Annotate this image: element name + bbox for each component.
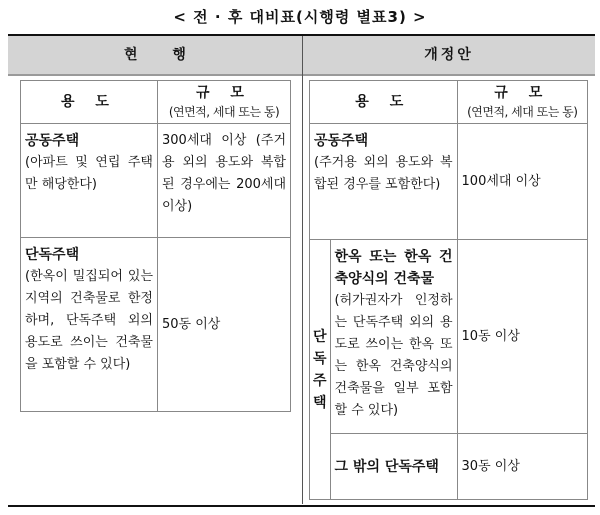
use-note: (허가권자가 인정하는 단독주택 외의 용도로 쓰이는 한옥 또는 한옥 건축양식의 건축물을 일부 포함할 수 있다) [334, 293, 453, 418]
header-scale [457, 81, 587, 124]
use-title: 공동주택 [314, 133, 369, 149]
table-row [310, 434, 588, 500]
use-cell [330, 240, 457, 434]
group-label-char: 독 [313, 350, 327, 367]
bottom-rule [8, 505, 595, 507]
scale-cell: 300세대 이상 (주거용 외의 용도와 복합된 경우에는 200세대 이상) [158, 124, 291, 238]
use-cell: 그 밖의 단독주택 [330, 434, 457, 500]
table-row [310, 240, 588, 434]
use-cell [310, 124, 458, 240]
table-row [21, 238, 291, 412]
table-header-row [21, 81, 291, 124]
revised-table [309, 80, 588, 500]
scale-cell: 50동 이상 [158, 238, 291, 412]
use-cell [21, 124, 158, 238]
current-column-header: 현 행 [124, 47, 186, 63]
header-use: 용 도 [310, 81, 458, 124]
scale-cell: 30동 이상 [457, 434, 587, 500]
current-table [20, 80, 291, 412]
table-header-row [310, 81, 588, 124]
group-label-char: 주 [313, 372, 327, 389]
header-scale-title: 규 모 [196, 85, 252, 101]
header-scale-note: (연면적, 세대 또는 동) [467, 105, 578, 119]
table-row [310, 124, 588, 240]
detached-group-label [310, 240, 331, 500]
use-title: 단독주택 [25, 247, 80, 263]
revised-column-header: 개정안 [424, 47, 474, 63]
header-scale [158, 81, 291, 124]
table-row [21, 124, 291, 238]
use-cell [21, 238, 158, 412]
document-title: < 전 · 후 대비표(시행령 별표3) > [173, 8, 427, 26]
column-divider [302, 36, 303, 504]
use-note: (주거용 외의 용도와 복합된 경우를 포함한다) [314, 155, 453, 192]
group-label-char: 택 [313, 394, 327, 411]
use-title: 한옥 또는 한옥 건축양식의 건축물 [334, 249, 453, 287]
scale-cell: 10동 이상 [457, 240, 587, 434]
scale-cell: 100세대 이상 [457, 124, 587, 240]
header-scale-note: (연면적, 세대 또는 동) [168, 105, 280, 119]
group-label-char: 단 [313, 328, 327, 345]
header-scale-title: 규 모 [494, 85, 551, 101]
use-note: (아파트 및 연립 주택만 해당한다) [25, 155, 153, 192]
header-use: 용 도 [21, 81, 158, 124]
use-title: 공동주택 [25, 133, 80, 149]
use-note: (한옥이 밀집되어 있는 지역의 건축물로 한정하며, 단독주택 외의 용도로 쓰이는 건축물을 포함할 수 있다) [25, 269, 153, 372]
